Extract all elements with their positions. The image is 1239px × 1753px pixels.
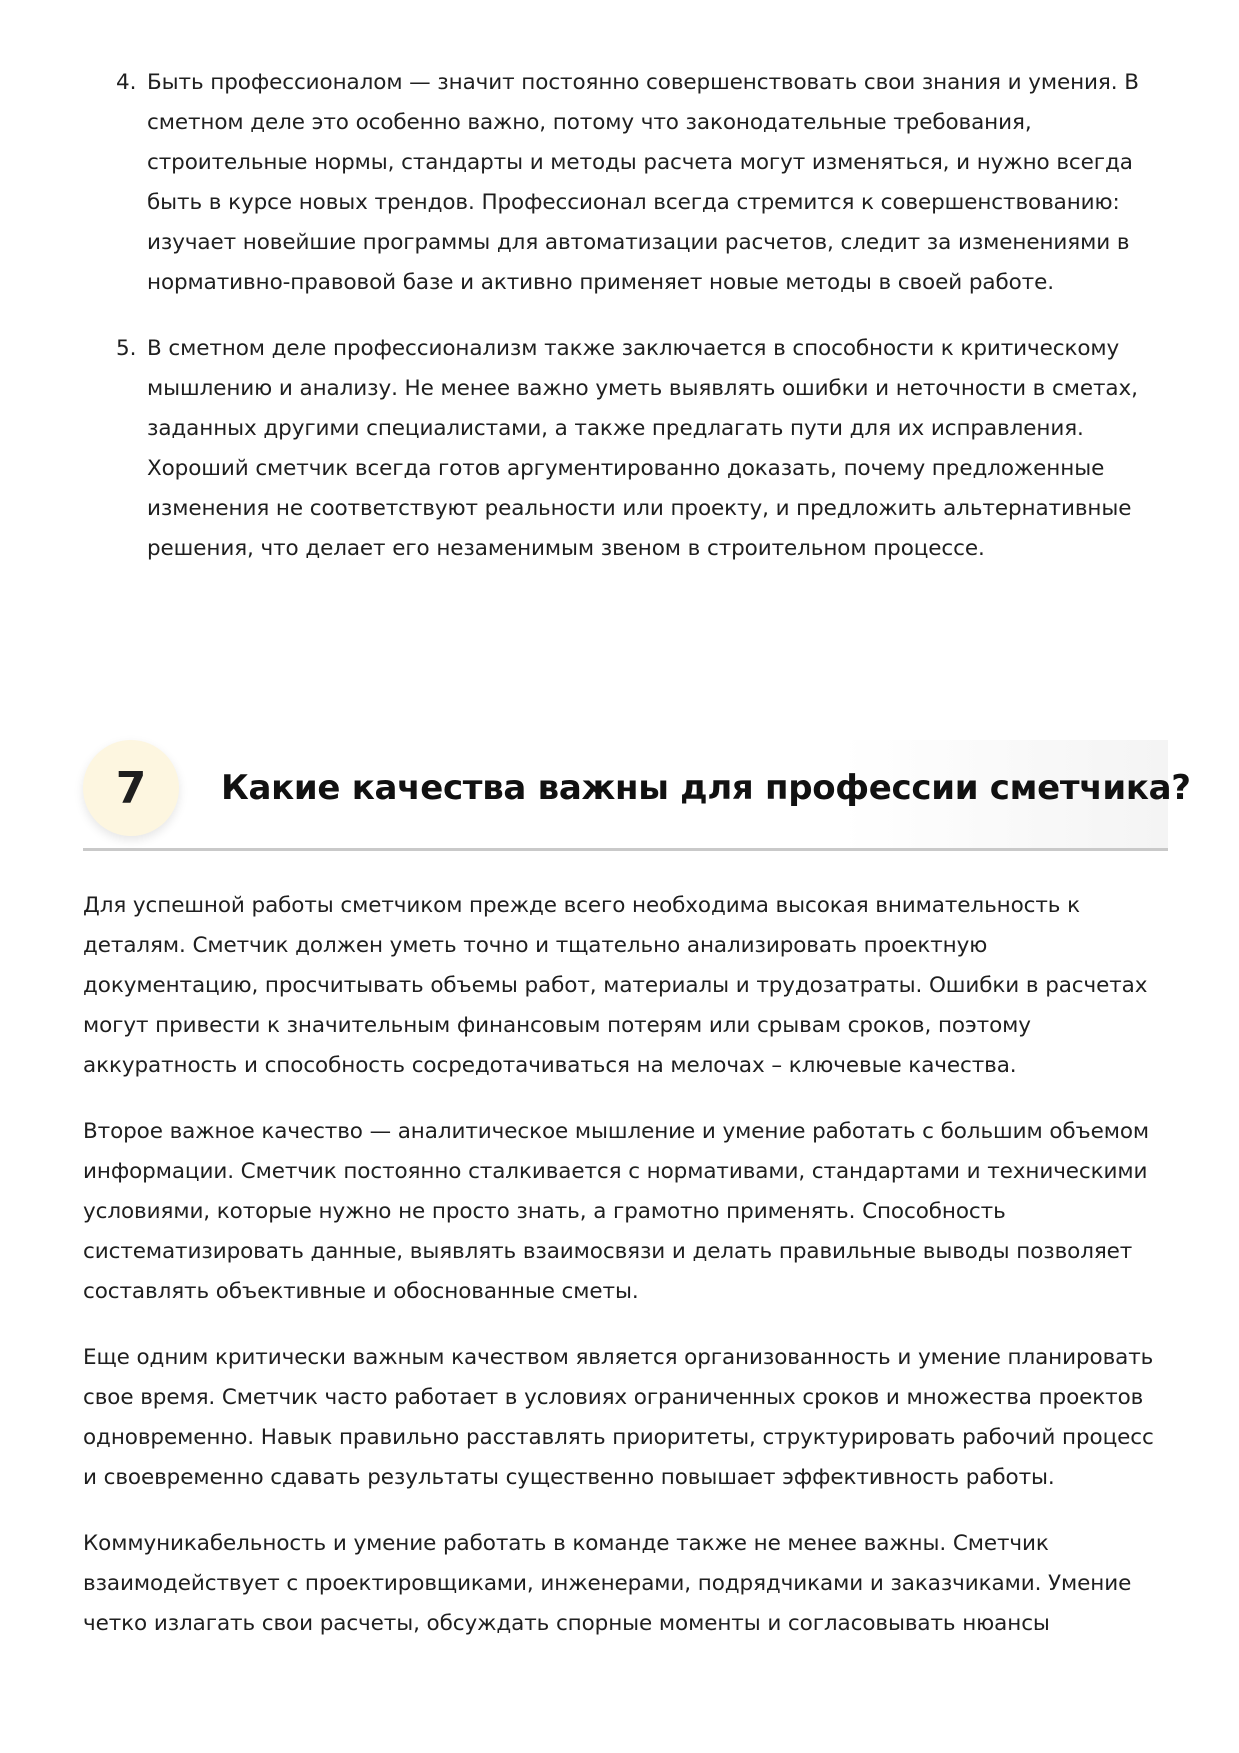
paragraph: Для успешной работы сметчиком прежде всего необходима высокая внимательность к деталям. Сметчик должен уметь точно и тщательно анализировать проектную документацию, просчитывать объемы работ, материалы и трудозатраты. Ошибки в расчетах могут привести к значительным финансовым потерям или срывам сроков, поэтому аккуратность и способность сосредотачиваться на мелочах – ключевые качества. bbox=[83, 893, 1148, 1078]
list-item bbox=[83, 63, 1168, 303]
numbered-list bbox=[83, 63, 1168, 569]
section-number-badge: 7 bbox=[83, 740, 179, 836]
section-title: Какие качества важны для профессии сметчика? bbox=[221, 768, 1191, 808]
list-item-text: В сметном деле профессионализм также заключается в способности к критическому мышлению и анализу. Не менее важно уметь выявлять ошибки и неточности в сметах, заданных другими специалистами, а также предлагать пути для их исправления. Хороший сметчик всегда готов аргументированно доказать, почему предложенные изменения не соответствуют реальности или проекту, и предложить альтернативные решения, что делает его незаменимым звеном в строительном процессе. bbox=[147, 336, 1138, 561]
section-body bbox=[83, 886, 1168, 1670]
list-item-number: 5. bbox=[116, 336, 137, 361]
section-heading bbox=[83, 740, 1191, 851]
paragraph: Коммуникабельность и умение работать в команде также не менее важны. Сметчик взаимодействует с проектировщиками, инженерами, подрядчиками и заказчиками. Умение четко излагать свои расчеты, обсуждать спорные моменты и согласовывать нюансы bbox=[83, 1531, 1132, 1636]
paragraph: Второе важное качество — аналитическое мышление и умение работать с большим объемом информации. Сметчик постоянно сталкивается с нормативами, стандартами и техническими условиями, которые нужно не просто знать, а грамотно применять. Способность систематизировать данные, выявлять взаимосвязи и делать правильные выводы позволяет составлять объективные и обоснованные сметы. bbox=[83, 1119, 1150, 1304]
list-item-number: 4. bbox=[116, 70, 137, 95]
list-item-text: Быть профессионалом — значит постоянно совершенствовать свои знания и умения. В сметном деле это особенно важно, потому что законодательные требования, строительные нормы, стандарты и методы расчета могут изменяться, и нужно всегда быть в курсе новых трендов. Профессионал всегда стремится к совершенствованию: изучает новейшие программы для автоматизации расчетов, следит за изменениями в нормативно-правовой базе и активно применяет новые методы в своей работе. bbox=[147, 70, 1139, 295]
list-item bbox=[83, 329, 1168, 569]
paragraph: Еще одним критически важным качеством является организованность и умение планировать свое время. Сметчик часто работает в условиях ограниченных сроков и множества проектов одновременно. Навык правильно расставлять приоритеты, структурировать рабочий процесс и своевременно сдавать результаты существенно повышает эффективность работы. bbox=[83, 1345, 1154, 1490]
